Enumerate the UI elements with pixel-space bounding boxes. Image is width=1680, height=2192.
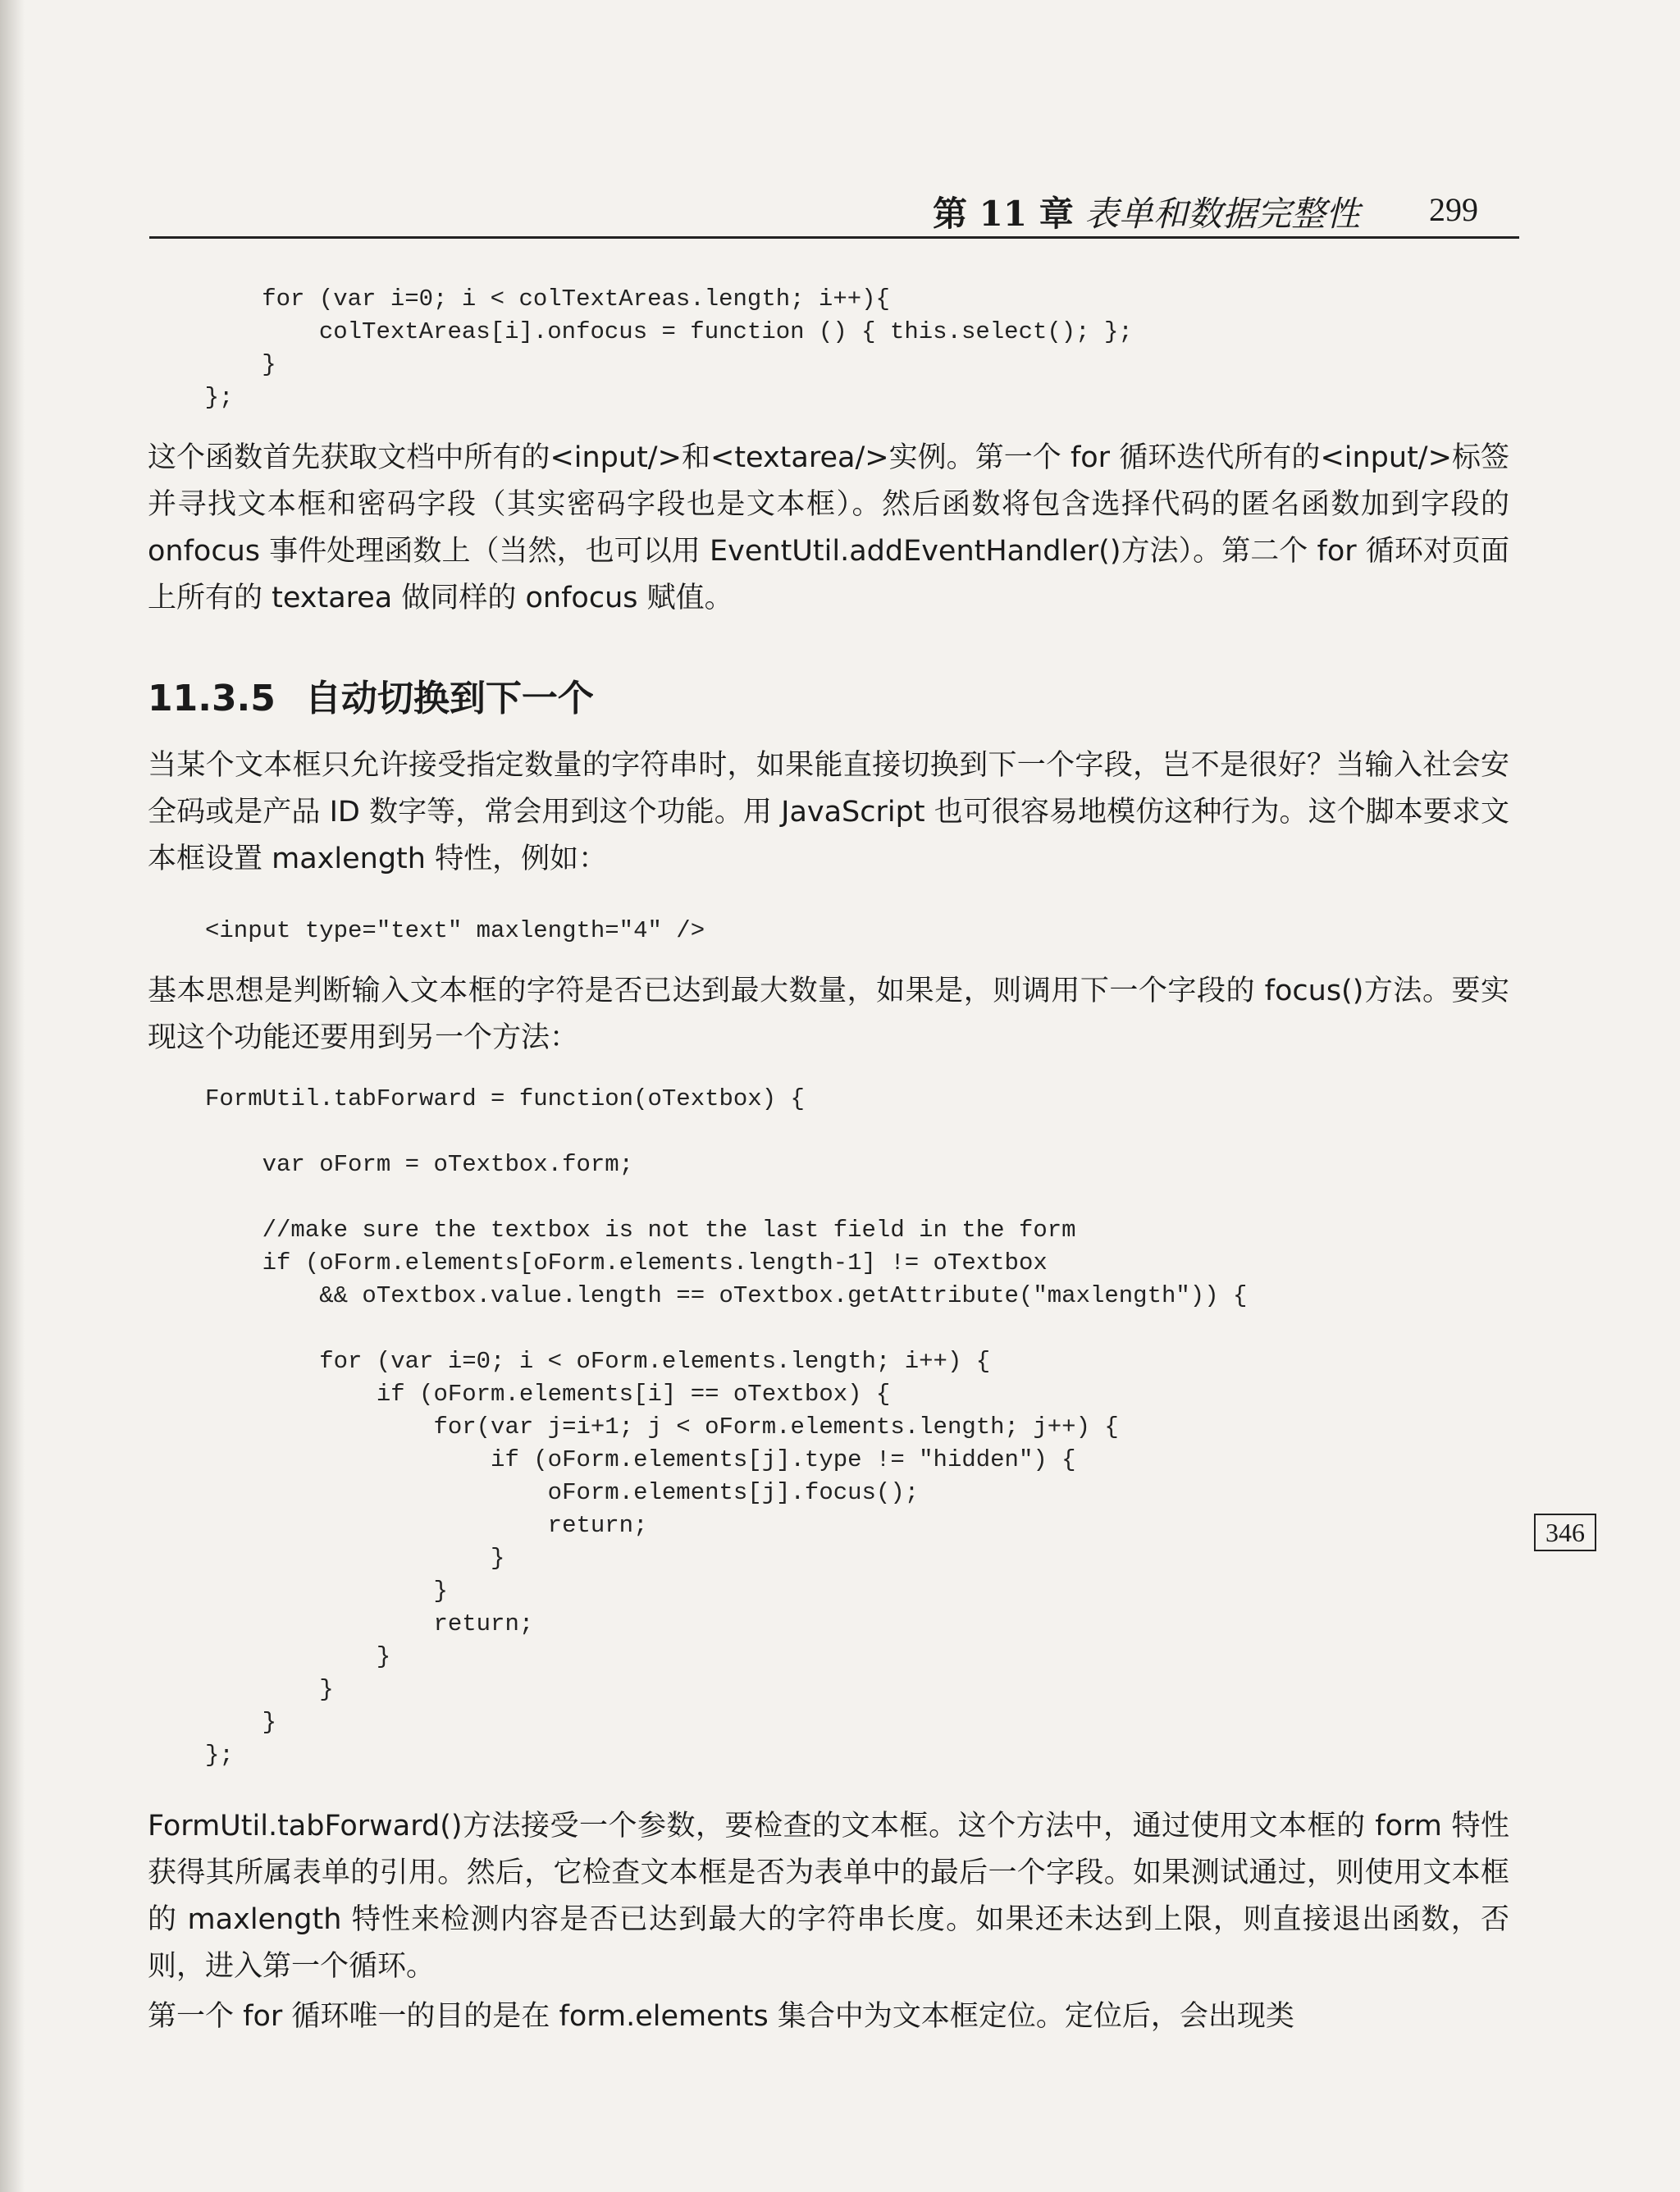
paragraph-for-loop-purpose: 第一个 for 循环唯一的目的是在 form.elements 集合中为文本框定位。定位后，会出现类 — [148, 2000, 1294, 2033]
paragraph-auto-switch-intro: 当某个文本框只允许接受指定数量的字符串时，如果能直接切换到下一个字段，岂不是很好？当输入社会安全码或是产品 ID 数字等，常会用到这个功能。用 JavaScript 也可很容易地模仿这种行为。这个脚本要求文本框设置 maxlength 特性，例如： — [148, 749, 1509, 875]
paragraph-basic-idea: 基本思想是判断输入文本框的字符是否已达到最大数量，如果是，则调用下一个字段的 focus()方法。要实现这个功能还要用到另一个方法： — [148, 975, 1509, 1054]
code-block-textarea-loop: for (var i=0; i < colTextAreas.length; i++){ colTextAreas[i].onfocus = function () { this.select(); }; } }; — [204, 285, 1133, 411]
page-edge-shadow — [0, 0, 25, 2192]
section-heading — [148, 669, 594, 721]
code-block-tabforward: FormUtil.tabForward = function(oTextbox) { var oForm = oTextbox.form; //make sure the textbox is not the last field in the form if (oForm.elements[oForm.elements.length-1] != oTextbox && oTextbox.value.length == oTextbox.getAttribute("maxlength")) { for (var i=0; i < oForm.elements.length; i++) { if (oForm.elements[i] == oTextbox) { for(var j=i+1; j < oForm.elements.length; j++) { if (oForm.elements[j].type != "hidden") { oForm.elements[j].focus(); return; } } return; } } } }; — [205, 1085, 1248, 1769]
running-header — [149, 182, 1519, 239]
paragraph-function-description: 这个函数首先获取文档中所有的<input/>和<textarea/>实例。第一个 for 循环迭代所有的<input/>标签并寻找文本框和密码字段（其实密码字段也是文本框）。然后函数将包含选择代码的匿名函数加到字段的 onfocus 事件处理函数上（当然，也可以用 EventUtil.addEventHandler()方法）。第二个 for 循环对页面上所有的 textarea 做同样的 onfocus 赋值。 — [148, 441, 1509, 614]
margin-original-page-number: 346 — [1534, 1514, 1596, 1551]
header-chapter: 第 11 章 — [933, 194, 1074, 234]
section-title: 自动切换到下一个 — [304, 678, 594, 719]
paragraph-tabforward-explanation: FormUtil.tabForward()方法接受一个参数，要检查的文本框。这个方法中，通过使用文本框的 form 特性获得其所属表单的引用。然后，它检查文本框是否为表单中的最后一个字段。如果测试通过，则使用文本框的 maxlength 特性来检测内容是否已达到最大的字符串长度。如果还未达到上限，则直接退出函数，否则，进入第一个循环。 — [148, 1810, 1509, 1983]
header-page-number: 299 — [1429, 191, 1478, 228]
section-number: 11.3.5 — [148, 678, 276, 719]
header-title: 表单和数据完整性 — [1084, 194, 1361, 234]
code-block-input-maxlength: <input type="text" maxlength="4" /> — [205, 917, 705, 944]
